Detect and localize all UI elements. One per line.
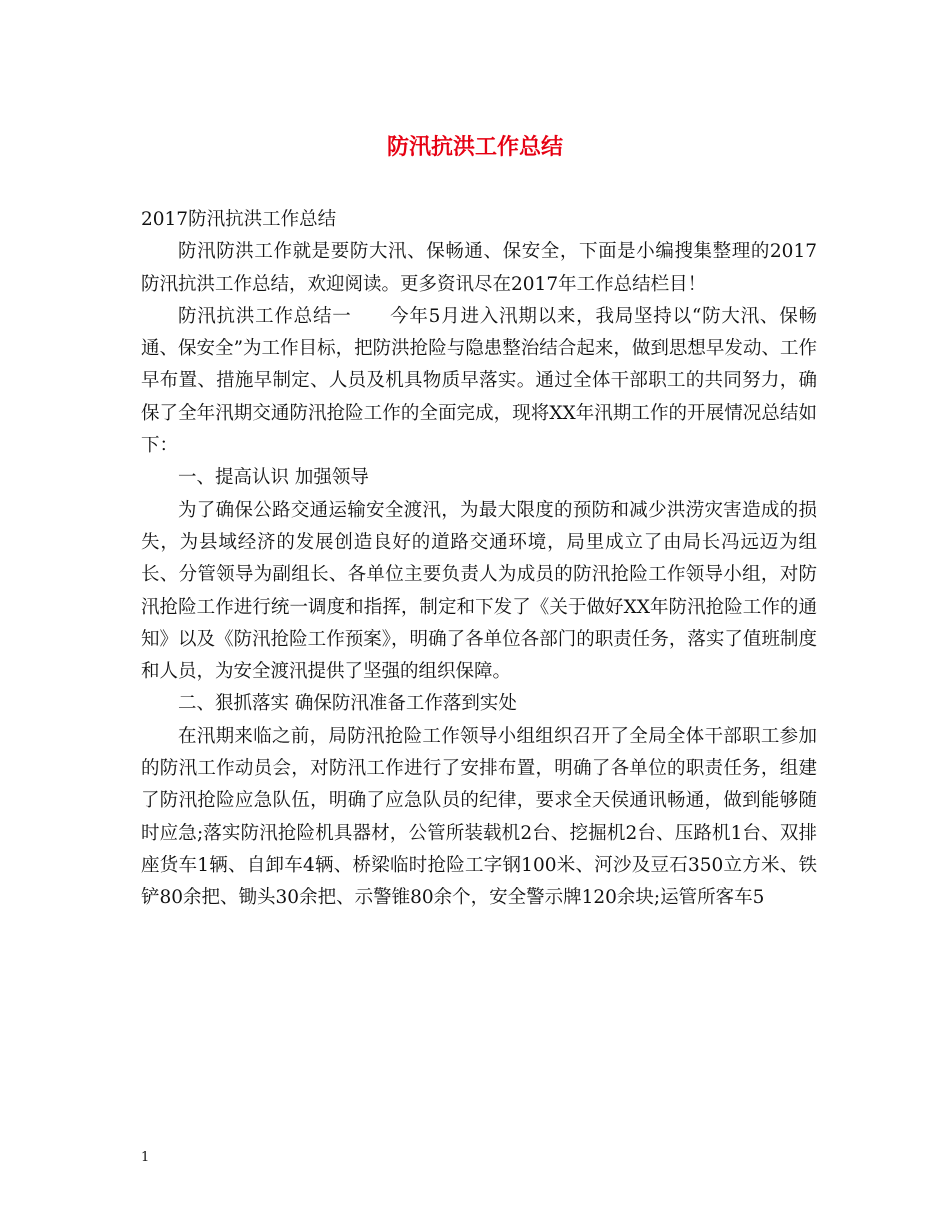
- paragraph-summary-one: 防汛抗洪工作总结一 今年5月进入汛期以来，我局坚持以“防大汛、保畅通、保安全”为工作目标，把防洪抢险与隐患整治结合起来，做到思想早发动、工作早布置、措施早制定、人员及机具物质早落实。通过全体干部职工的共同努力，确保了全年汛期交通防汛抢险工作的全面完成，现将XX年汛期工作的开展情况总结如下：: [141, 305, 817, 457]
- page-number: 1: [141, 1150, 150, 1165]
- document-title: 防汛抗洪工作总结: [386, 135, 563, 160]
- paragraph-section-2: 在汛期来临之前，局防汛抢险工作领导小组组织召开了全局全体干部职工参加的防汛工作动员会，对防汛工作进行了安排布置，明确了各单位的职责任务，组建了防汛抢险应急队伍，明确了应急队员的纪律，要求全天侯通讯畅通，做到能够随时应急;落实防汛抢险机具器材，公管所装载机2台、挖掘机2台、压路机1台、双排座货车1辆、自卸车4辆、桥梁临时抢险工字钢100米、河沙及豆石350立方米、铁铲80余把、锄头30余把、示警锥80余个，安全警示牌120余块;运管所客车5: [141, 725, 817, 909]
- section-heading-2: 二、狠抓落实 确保防汛准备工作落到实处: [178, 693, 517, 715]
- paragraph-intro: 防汛防洪工作就是要防大汛、保畅通、保安全，下面是小编搜集整理的2017防汛抗洪工作总结，欢迎阅读。更多资讯尽在2017年工作总结栏目！: [141, 241, 817, 295]
- section-heading-1: 一、提高认识 加强领导: [178, 467, 369, 489]
- paragraph-section-1: 为了确保公路交通运输安全渡汛，为最大限度的预防和减少洪涝灾害造成的损失，为县域经济的发展创造良好的道路交通环境，局里成立了由局长冯远迈为组长、分管领导为副组长、各单位主要负责人为成员的防汛抢险工作领导小组，对防汛抢险工作进行统一调度和指挥，制定和下发了《关于做好XX年防汛抢险工作的通知》以及《防汛抢险工作预案》，明确了各单位各部门的职责任务，落实了值班制度和人员，为安全渡汛提供了坚强的组织保障。: [141, 499, 817, 683]
- paragraph-heading: 2017防汛抗洪工作总结: [141, 209, 337, 230]
- document-body: [141, 204, 817, 915]
